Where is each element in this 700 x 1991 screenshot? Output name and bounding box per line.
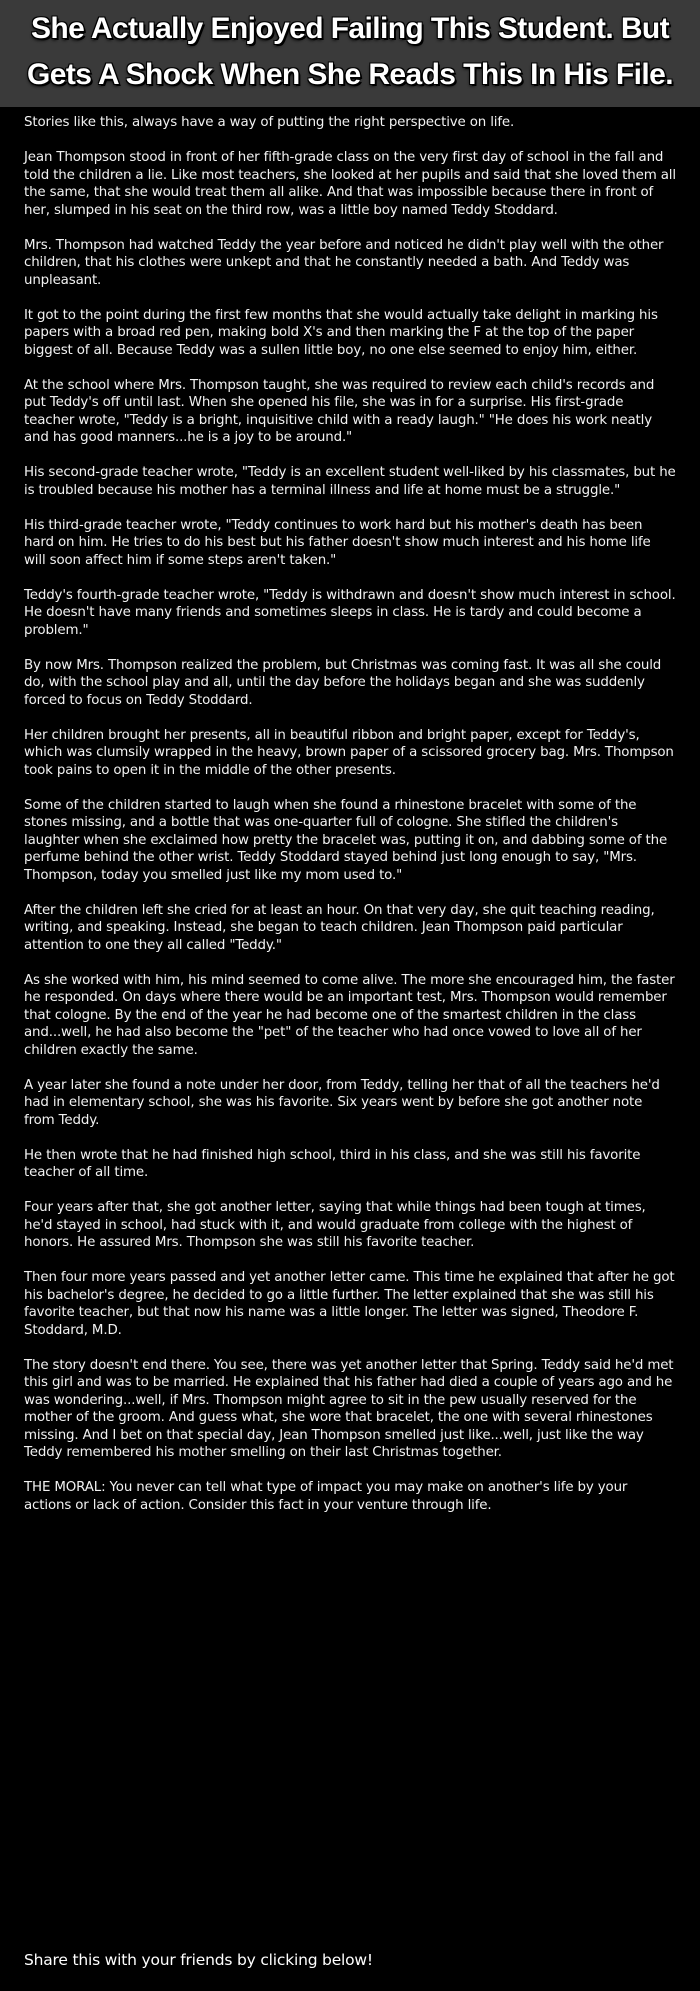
story-paragraph: Jean Thompson stood in front of her fifth-grade class on the very first day of school in the fall and told the children a lie. Like most teachers, she looked at her pupils and said that she loved them all the same, that she would treat them all alike. And that was impossible because there in front of her, slumped in his seat on the third row, was a little boy named Teddy Stoddard. bbox=[24, 150, 676, 218]
headline-line-1: She Actually Enjoyed Failing This Student. But bbox=[30, 12, 669, 45]
story-paragraph: As she worked with him, his mind seemed to come alive. The more she encouraged him, the faster he responded. On days where there would be an important test, Mrs. Thompson would remember that cologne. By the end of the year he had become one of the smartest children in the class and...well, he had also become the "pet" of the teacher who had once vowed to love all of her children exactly the same. bbox=[24, 972, 675, 1058]
story-paragraph: The story doesn't end there. You see, there was yet another letter that Spring. Teddy said he'd met this girl and was to be married. He explained that his father had died a couple of years ago and he was wondering...well, if Mrs. Thompson might agree to sit in the pew usually reserved for the mother of the groom. And guess what, she wore that bracelet, the one with several rhinestones missing. And I bet on that special day, Jean Thompson smelled just like...well, just like the way Teddy remembered his mother smelling on their last Christmas together. bbox=[24, 1357, 674, 1460]
story-paragraph: By now Mrs. Thompson realized the problem, but Christmas was coming fast. It was all she could do, with the school play and all, until the day before the holidays began and she was suddenly forced to focus on Teddy Stoddard. bbox=[24, 657, 662, 708]
story-paragraph: His third-grade teacher wrote, "Teddy continues to work hard but his mother's death has been hard on him. He tries to do his best but his father doesn't show much interest and his home life will soon affect him if some steps aren't taken." bbox=[24, 517, 651, 568]
story-paragraph: Four years after that, she got another letter, saying that while things had been tough at times, he'd stayed in school, had stuck with it, and would graduate from college with the highest of honors. He assured Mrs. Thompson she was still his favorite teacher. bbox=[24, 1200, 646, 1250]
story-paragraph: His second-grade teacher wrote, "Teddy is an excellent student well-liked by his classmates, but he is troubled because his mother has a terminal illness and life at home must be a struggle." bbox=[24, 465, 676, 498]
story-paragraph: Her children brought her presents, all in beautiful ribbon and bright paper, except for Teddy's, which was clumsily wrapped in the heavy, brown paper of a scissored grocery bag. Mrs. Thompson took pains to open it in the middle of the other presents. bbox=[24, 727, 674, 778]
story-paragraph: A year later she found a note under her door, from Teddy, telling her that of all the teachers he'd had in elementary school, she was his favorite. Six years went by before she got another note from Teddy. bbox=[24, 1077, 660, 1128]
story-paragraph: Stories like this, always have a way of putting the right perspective on life. bbox=[24, 115, 515, 130]
story-paragraph: He then wrote that he had finished high school, third in his class, and she was still his favorite teacher of all time. bbox=[24, 1147, 641, 1180]
story-paragraph: Mrs. Thompson had watched Teddy the year before and noticed he didn't play well with the other children, that his clothes were unkept and that he constantly needed a bath. And Teddy was unpleasant. bbox=[24, 237, 664, 288]
story-body bbox=[24, 114, 676, 1532]
story-paragraph: Then four more years passed and yet another letter came. This time he explained that after he got his bachelor's degree, he decided to go a little further. The letter explained that she was still his favorite teacher, but that now his name was a little longer. The letter was signed, Theodore F. Stoddard, M.D. bbox=[24, 1270, 675, 1338]
share-prompt[interactable]: Share this with your friends by clicking below! bbox=[24, 1951, 373, 1969]
story-paragraph: At the school where Mrs. Thompson taught, she was required to review each child's records and put Teddy's off until last. When she opened his file, she was in for a surprise. His first-grade teacher wrote, "Teddy is a bright, inquisitive child with a ready laugh." "He does his work neatly and has good manners...he is a joy to be around." bbox=[24, 377, 655, 445]
story-paragraph: After the children left she cried for at least an hour. On that very day, she quit teaching reading, writing, and speaking. Instead, she began to teach children. Jean Thompson paid particular attention to one they all called "Teddy." bbox=[24, 902, 655, 953]
moral-paragraph: THE MORAL: You never can tell what type of impact you may make on another's life by your actions or lack of action. Consider this fact in your venture through life. bbox=[24, 1480, 628, 1513]
story-paragraph: Teddy's fourth-grade teacher wrote, "Teddy is withdrawn and doesn't show much interest in school. He doesn't have many friends and sometimes sleeps in class. He is tardy and could become a problem." bbox=[24, 587, 676, 638]
story-paragraph: Some of the children started to laugh when she found a rhinestone bracelet with some of the stones missing, and a bottle that was one-quarter full of cologne. She stifled the children's laughter when she exclaimed how pretty the bracelet was, putting it on, and dabbing some of the perfume behind the other wrist. Teddy Stoddard stayed behind just long enough to say, "Mrs. Thompson, today you smelled just like my mom used to." bbox=[24, 797, 668, 883]
story-paragraph: It got to the point during the first few months that she would actually take delight in marking his papers with a broad red pen, making bold X's and then marking the F at the top of the paper biggest of all. Because Teddy was a sullen little boy, no one else seemed to enjoy him, either. bbox=[24, 307, 658, 358]
headline-line-2: Gets A Shock When She Reads This In His File. bbox=[27, 58, 673, 91]
headline-banner bbox=[0, 0, 700, 107]
